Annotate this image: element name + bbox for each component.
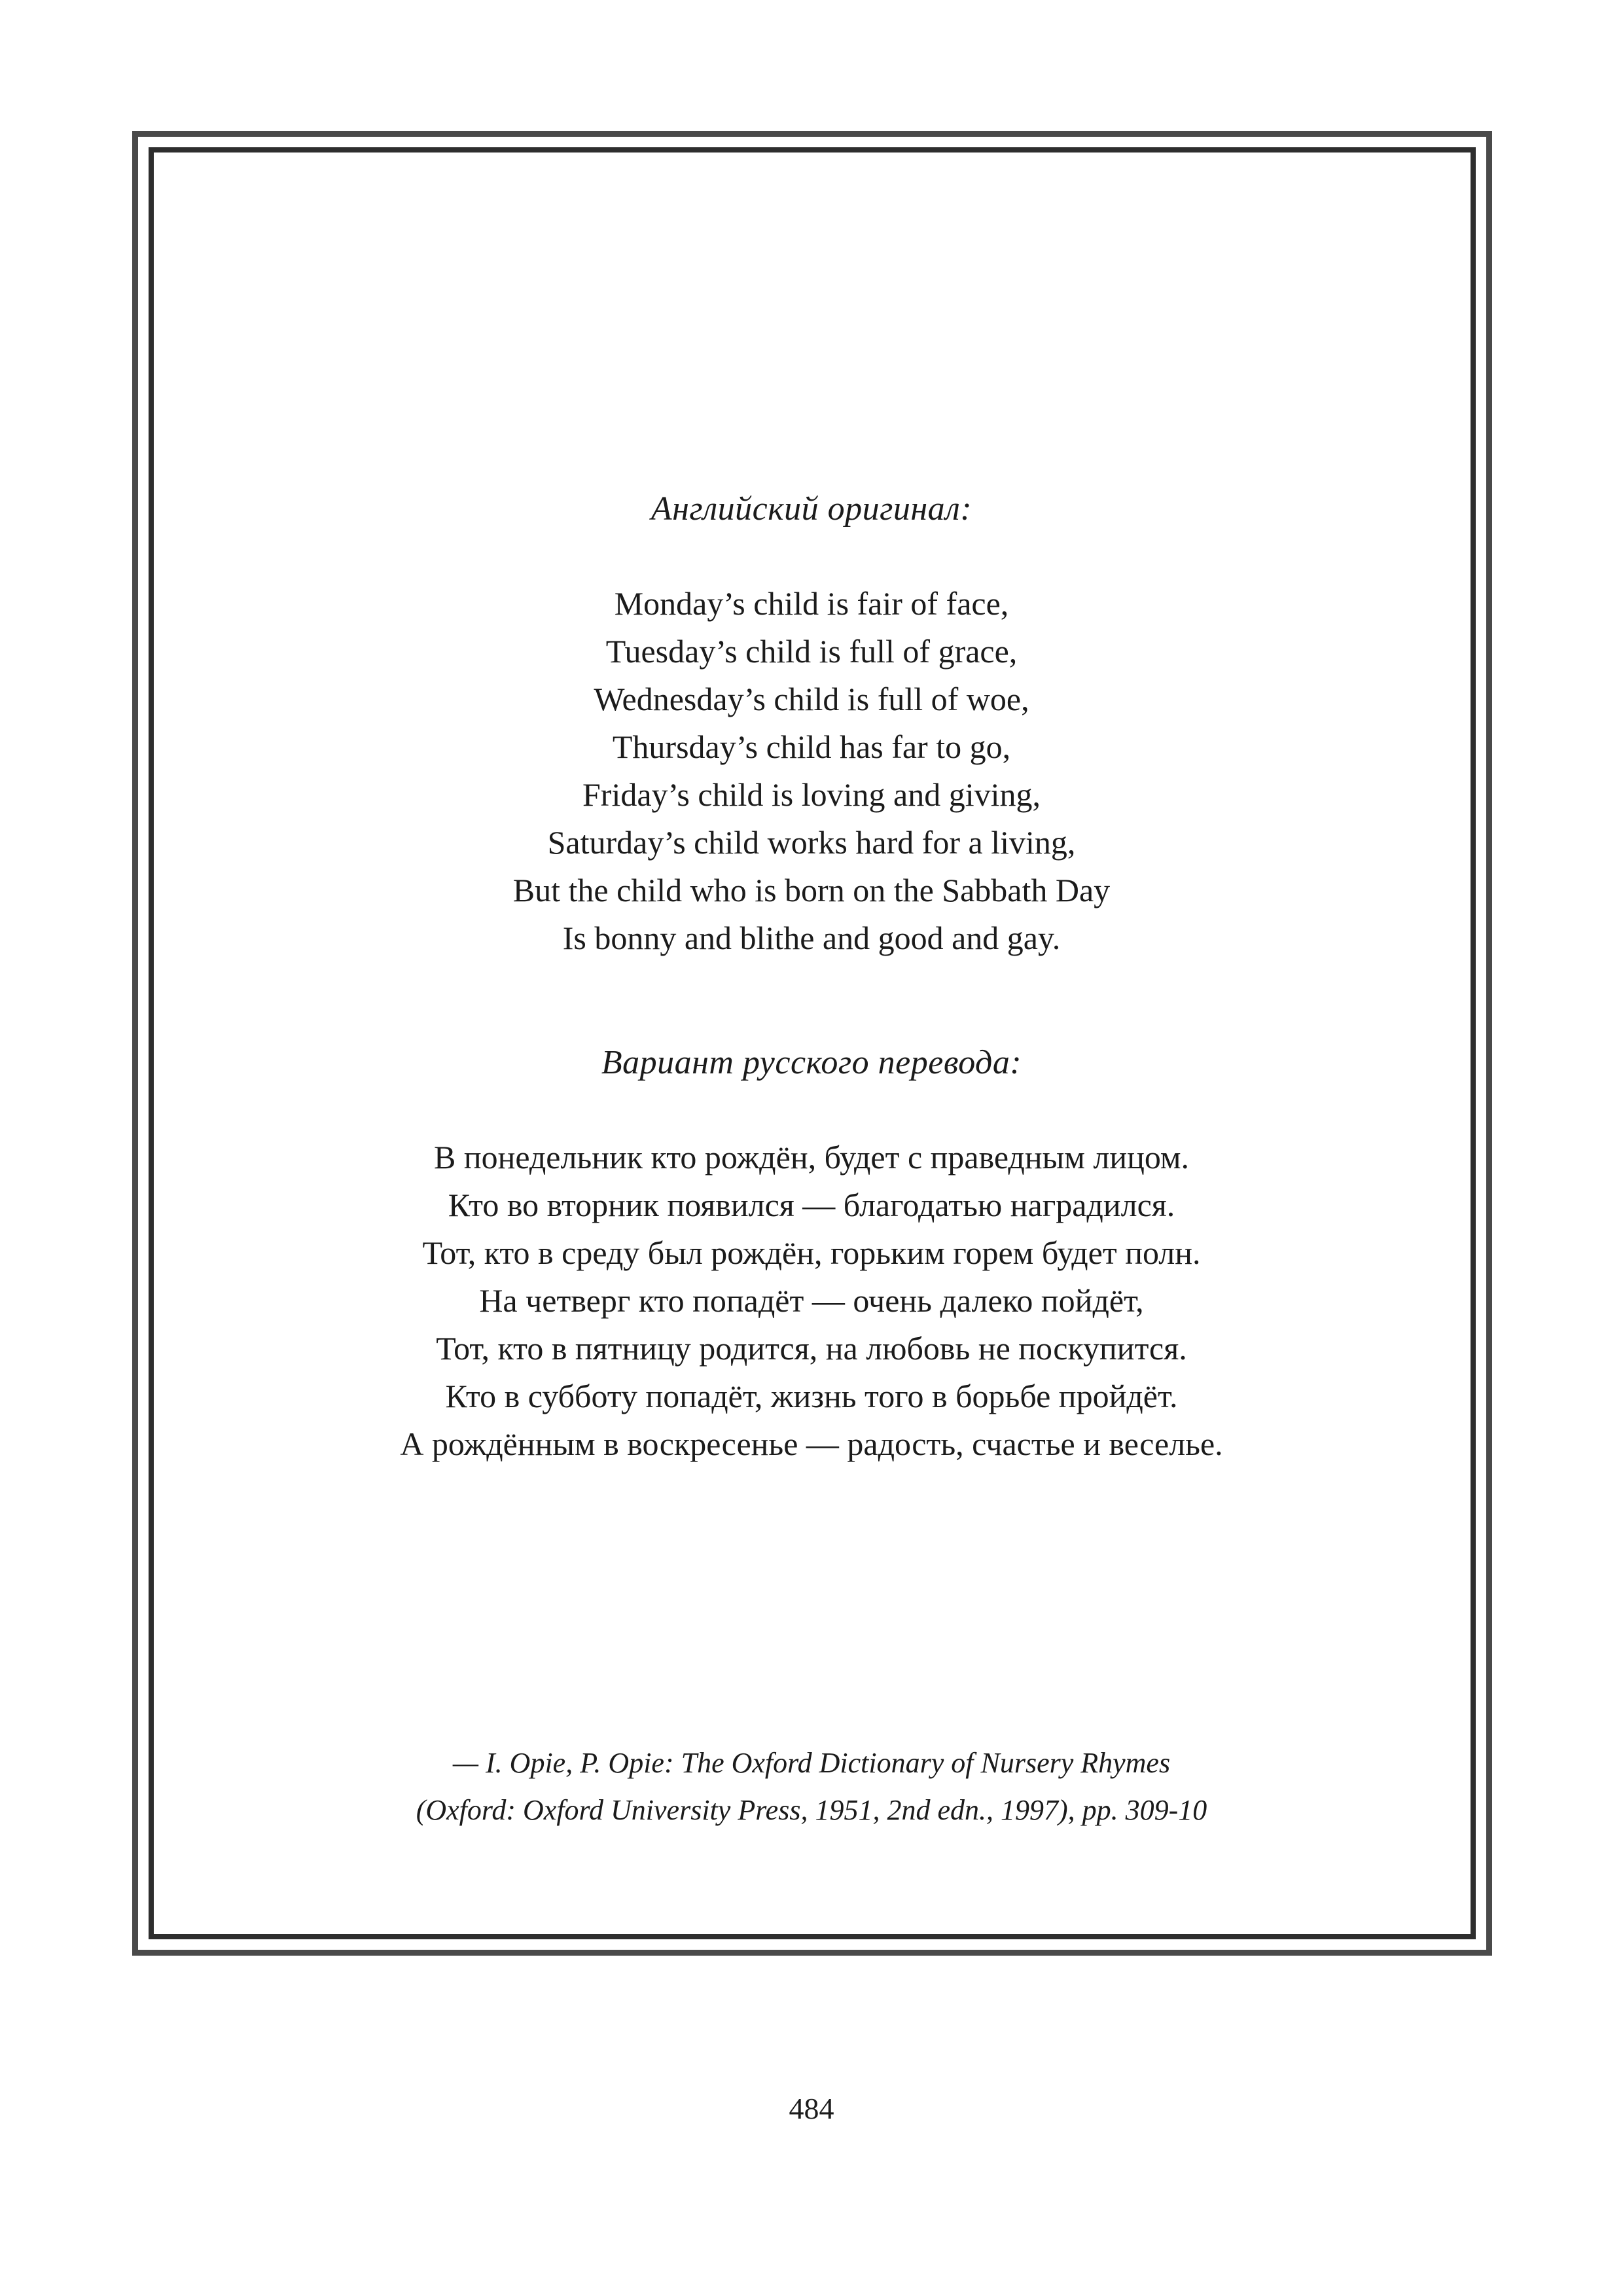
- citation-line: — I. Opie, P. Opie: The Oxford Dictionary of Nursery Rhymes: [452, 1747, 1171, 1779]
- page-number: 484: [789, 2092, 834, 2125]
- poem-line: Кто в субботу попадёт, жизнь того в борьбе пройдёт.: [445, 1378, 1178, 1414]
- poem-line: Тот, кто в среду был рождён, горьким горем будет полн.: [422, 1234, 1201, 1271]
- english-poem: [157, 580, 1466, 962]
- poem-line: Friday’s child is loving and giving,: [582, 776, 1041, 813]
- poem-line: В понедельник кто рождён, будет с праведным лицом.: [433, 1139, 1190, 1175]
- poem-line: Monday’s child is fair of face,: [614, 585, 1009, 622]
- citation-line: (Oxford: Oxford University Press, 1951, 2nd edn., 1997), pp. 309-10: [416, 1794, 1207, 1826]
- poem-line: Wednesday’s child is full of woe,: [594, 681, 1029, 717]
- russian-poem: [157, 1134, 1466, 1468]
- poem-line: Кто во вторник появился — благодатью наградился.: [448, 1187, 1175, 1223]
- poem-line: На четверг кто попадёт — очень далеко пойдёт,: [479, 1282, 1144, 1319]
- poem-line: Thursday’s child has far to go,: [612, 728, 1011, 765]
- poem-line: Saturday’s child works hard for a living,: [547, 824, 1076, 861]
- poem-line: Is bonny and blithe and good and gay.: [562, 920, 1061, 956]
- heading-russian-translation: Вариант русского перевода:: [601, 1044, 1022, 1081]
- poem-line: But the child who is born on the Sabbath Day: [512, 872, 1111, 908]
- poem-line: А рождённым в воскресенье — радость, счастье и веселье.: [400, 1426, 1223, 1462]
- source-citation: [157, 1740, 1466, 1834]
- poem-line: Тот, кто в пятницу родится, на любовь не поскупится.: [436, 1330, 1187, 1367]
- poem-line: Tuesday’s child is full of grace,: [605, 633, 1018, 670]
- heading-english-original: Английский оригинал:: [651, 490, 972, 528]
